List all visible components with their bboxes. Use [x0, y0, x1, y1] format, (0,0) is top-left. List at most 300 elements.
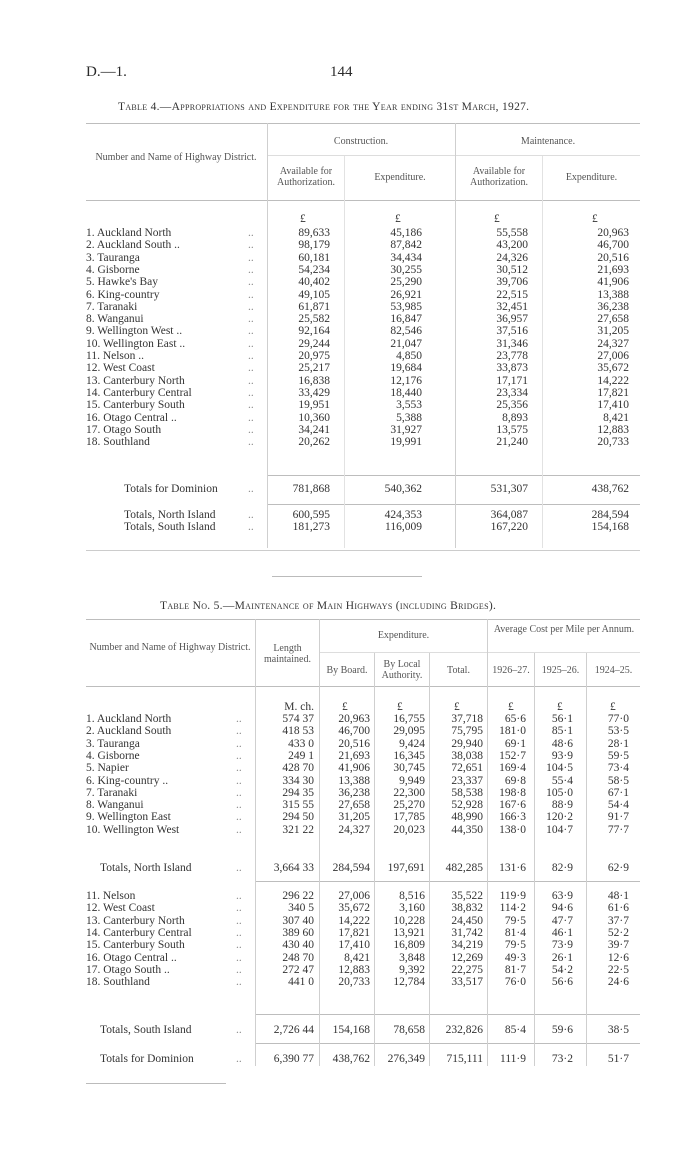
table-row [86, 762, 640, 774]
cell-len: 2,726 44 [273, 1024, 314, 1036]
cell-total: 72,651 [451, 762, 483, 775]
leader-dots: .. [236, 799, 242, 812]
cell-c_avail: 49,105 [298, 288, 330, 301]
table4-header-construction: Construction. [333, 136, 389, 147]
cell-m_exp: 8,421 [603, 411, 629, 424]
cell-local: 20,023 [393, 823, 425, 836]
cell-local: 9,424 [399, 737, 425, 750]
cell-c_exp: 31,927 [390, 423, 422, 436]
cell-board: 36,238 [338, 786, 370, 799]
cell-c_exp: 30,255 [390, 263, 422, 276]
cell-y3: 37·7 [607, 914, 629, 927]
cell-total: 33,517 [451, 976, 483, 989]
cell-m_exp: 154,168 [591, 521, 629, 533]
cell-local: 78,658 [393, 1024, 425, 1036]
cell-c_exp: 53,985 [390, 300, 422, 313]
cell-y2: 105·0 [546, 786, 573, 799]
cell-c_avail: 34,241 [298, 423, 330, 436]
cell-board: 154,168 [332, 1024, 370, 1036]
cell-board: 13,388 [338, 774, 370, 787]
leader-dots: .. [248, 436, 254, 449]
cell-y2: 59·6 [551, 1024, 573, 1036]
district-name: 5. Hawke's Bay [86, 276, 159, 289]
leader-dots: .. [236, 902, 242, 915]
leader-dots: .. [236, 749, 242, 762]
cell-m_avail: 21,240 [496, 436, 528, 449]
district-name: 10. Wellington East .. [86, 337, 186, 350]
currency-symbol: £ [454, 701, 460, 713]
cell-m_exp: 17,410 [597, 399, 629, 412]
leader-dots: .. [248, 521, 254, 533]
currency-symbol: £ [557, 701, 563, 713]
table-row [86, 964, 640, 976]
table-row [86, 325, 640, 337]
cell-total: 31,742 [451, 926, 483, 939]
cell-len: 249 1 [288, 749, 314, 762]
cell-len: 340 5 [288, 902, 314, 915]
table-row [86, 313, 640, 325]
cell-m_avail: 23,778 [496, 350, 528, 362]
cell-y2: 73·9 [551, 939, 573, 952]
district-name: 17. Otago South .. [86, 963, 170, 976]
cell-y3: 67·1 [607, 786, 629, 799]
district-name: 6. King-country .. [86, 774, 169, 787]
totals-label: Totals, South Island [124, 521, 216, 533]
leader-dots: .. [248, 362, 254, 375]
table5-header-total: Total. [447, 665, 470, 676]
district-name: 4. Gisborne [86, 749, 140, 762]
cell-len: 389 60 [282, 926, 314, 939]
cell-board: 20,733 [338, 976, 370, 989]
cell-m_avail: 167,220 [490, 521, 528, 533]
cell-m_avail: 25,356 [496, 399, 528, 412]
table-row [86, 750, 640, 762]
cell-y1: 119·9 [499, 890, 526, 902]
table-row [86, 350, 640, 362]
leader-dots: .. [248, 276, 254, 289]
cell-y2: 93·9 [551, 749, 573, 762]
district-name: 17. Otago South [86, 423, 162, 436]
totals-label: Totals for Dominion [124, 483, 218, 495]
totals-row [86, 1024, 640, 1036]
cell-m_avail: 43,200 [496, 239, 528, 252]
cell-board: 14,222 [338, 914, 370, 927]
cell-len: 430 40 [282, 939, 314, 952]
district-name: 6. King-country [86, 288, 160, 301]
currency-symbol: £ [610, 701, 616, 713]
cell-y2: 63·9 [551, 890, 573, 902]
cell-len: 334 30 [282, 774, 314, 787]
leader-dots: .. [248, 337, 254, 350]
leader-dots: .. [248, 399, 254, 412]
cell-total: 38,832 [451, 902, 483, 915]
cell-board: 20,516 [338, 737, 370, 750]
leader-dots: .. [236, 1024, 242, 1036]
cell-c_exp: 45,186 [390, 227, 422, 239]
cell-local: 9,392 [399, 963, 425, 976]
table5-header-avg-cost: Average Cost per Mile per Annum. [493, 624, 635, 635]
cell-total: 37,718 [451, 713, 483, 725]
cell-m_exp: 36,238 [597, 300, 629, 313]
table-row [86, 713, 640, 725]
cell-y1: 181·0 [499, 725, 526, 738]
cell-y2: 73·2 [551, 1053, 573, 1065]
table-row [86, 725, 640, 737]
cell-y1: 69·8 [504, 774, 526, 787]
leader-dots: .. [248, 325, 254, 338]
cell-board: 12,883 [338, 963, 370, 976]
district-name: 8. Wanganui [86, 313, 144, 326]
table-row [86, 976, 640, 988]
cell-len: 248 70 [282, 951, 314, 964]
cell-local: 16,755 [393, 713, 425, 725]
district-name: 11. Nelson .. [86, 350, 145, 362]
cell-total: 75,795 [451, 725, 483, 738]
cell-c_exp: 4,850 [396, 350, 422, 362]
cell-m_exp: 35,672 [597, 362, 629, 375]
totals-label: Totals, North Island [100, 862, 192, 874]
district-name: 13. Canterbury North [86, 374, 185, 387]
cell-c_avail: 61,871 [298, 300, 330, 313]
district-name: 4. Gisborne [86, 263, 140, 276]
cell-y3: 62·9 [607, 862, 629, 874]
cell-y3: 22·5 [607, 963, 629, 976]
cell-total: 24,450 [451, 914, 483, 927]
cell-board: 20,963 [338, 713, 370, 725]
cell-y1: 111·9 [500, 1053, 526, 1065]
table5-header-by-board: By Board. [326, 665, 368, 676]
cell-c_exp: 26,921 [390, 288, 422, 301]
cell-y2: 85·1 [551, 725, 573, 738]
table4-header-c-available: Available for Authorization. [276, 166, 336, 188]
leader-dots: .. [236, 737, 242, 750]
district-name: 8. Wanganui [86, 799, 144, 812]
cell-m_avail: 13,575 [496, 423, 528, 436]
leader-dots: .. [236, 725, 242, 738]
leader-dots: .. [236, 926, 242, 939]
cell-board: 24,327 [338, 823, 370, 836]
leader-dots: .. [248, 386, 254, 399]
cell-y3: 24·6 [607, 976, 629, 989]
cell-c_exp: 25,290 [390, 276, 422, 289]
district-name: 16. Otago Central .. [86, 951, 177, 964]
leader-dots: .. [236, 963, 242, 976]
leader-dots: .. [248, 350, 254, 362]
leader-dots: .. [236, 862, 242, 874]
cell-len: 441 0 [288, 976, 314, 989]
district-name: 2. Auckland South [86, 725, 172, 738]
table-row [86, 301, 640, 313]
cell-y3: 51·7 [607, 1053, 629, 1065]
leader-dots: .. [248, 483, 254, 495]
cell-y1: 65·6 [504, 713, 526, 725]
table-row [86, 387, 640, 399]
cell-y1: 79·5 [504, 939, 526, 952]
cell-total: 22,275 [451, 963, 483, 976]
cell-c_exp: 19,991 [390, 436, 422, 449]
cell-total: 48,990 [451, 811, 483, 824]
table-row [86, 338, 640, 350]
leader-dots: .. [248, 411, 254, 424]
totals-row [86, 509, 640, 521]
district-name: 9. Wellington East [86, 811, 171, 824]
district-name: 14. Canterbury Central [86, 926, 192, 939]
cell-y1: 131·6 [499, 862, 526, 874]
totals-label: Totals for Dominion [100, 1053, 194, 1065]
cell-c_exp: 18,440 [390, 386, 422, 399]
cell-y2: 88·9 [551, 799, 573, 812]
cell-c_exp: 19,684 [390, 362, 422, 375]
cell-m_exp: 284,594 [591, 509, 629, 521]
cell-len: 294 35 [282, 786, 314, 799]
page-number: 144 [330, 64, 353, 80]
leader-dots: .. [248, 313, 254, 326]
cell-c_exp: 540,362 [384, 483, 422, 495]
leader-dots: .. [236, 713, 242, 725]
cell-y3: 77·0 [607, 713, 629, 725]
table4-header-district: Number and Name of Highway District. [95, 152, 257, 163]
district-name: 7. Taranaki [86, 300, 138, 313]
cell-c_exp: 34,434 [390, 251, 422, 264]
table-row [86, 264, 640, 276]
table5-header-1925-26: 1925–26. [541, 665, 580, 676]
cell-c_avail: 19,951 [298, 399, 330, 412]
cell-y2: 48·6 [551, 737, 573, 750]
cell-len: 321 22 [282, 823, 314, 836]
cell-m_avail: 24,326 [496, 251, 528, 264]
cell-m_avail: 37,516 [496, 325, 528, 338]
cell-c_avail: 60,181 [298, 251, 330, 264]
document-reference: D.—1. [86, 64, 127, 80]
cell-c_exp: 21,047 [390, 337, 422, 350]
currency-symbol: £ [342, 701, 348, 713]
cell-m_avail: 31,346 [496, 337, 528, 350]
table-row [86, 787, 640, 799]
totals-row [86, 483, 640, 495]
cell-y1: 85·4 [504, 1024, 526, 1036]
table-row [86, 915, 640, 927]
cell-len: 428 70 [282, 762, 314, 775]
cell-y2: 55·4 [551, 774, 573, 787]
table-row [86, 276, 640, 288]
cell-local: 276,349 [387, 1053, 425, 1065]
leader-dots: .. [248, 263, 254, 276]
cell-local: 30,745 [393, 762, 425, 775]
cell-c_exp: 82,546 [390, 325, 422, 338]
district-name: 18. Southland [86, 436, 150, 449]
cell-y3: 73·4 [607, 762, 629, 775]
cell-c_avail: 20,262 [298, 436, 330, 449]
district-name: 15. Canterbury South [86, 939, 185, 952]
table4-header-maintenance: Maintenance. [520, 136, 576, 147]
cell-board: 27,658 [338, 799, 370, 812]
cell-board: 438,762 [332, 1053, 370, 1065]
cell-m_exp: 20,733 [597, 436, 629, 449]
cell-m_avail: 17,171 [496, 374, 528, 387]
cell-y3: 54·4 [607, 799, 629, 812]
cell-y1: 138·0 [499, 823, 526, 836]
cell-y1: 49·3 [504, 951, 526, 964]
cell-len: 296 22 [282, 890, 314, 902]
cell-y1: 166·3 [499, 811, 526, 824]
table4-header-c-expenditure: Expenditure. [374, 172, 426, 183]
cell-board: 17,410 [338, 939, 370, 952]
length-unit: M. ch. [284, 701, 314, 713]
table-row [86, 362, 640, 374]
currency-symbol: £ [508, 701, 514, 713]
cell-local: 197,691 [387, 862, 425, 874]
cell-y2: 94·6 [551, 902, 573, 915]
cell-c_exp: 5,388 [396, 411, 422, 424]
cell-c_exp: 3,553 [396, 399, 422, 412]
cell-y1: 76·0 [504, 976, 526, 989]
totals-row [86, 862, 640, 874]
cell-c_avail: 89,633 [298, 227, 330, 239]
cell-c_exp: 12,176 [390, 374, 422, 387]
cell-total: 38,038 [451, 749, 483, 762]
cell-local: 9,949 [399, 774, 425, 787]
cell-m_avail: 531,307 [490, 483, 528, 495]
cell-y3: 77·7 [607, 823, 629, 836]
cell-len: 294 50 [282, 811, 314, 824]
table-row [86, 436, 640, 448]
cell-m_exp: 13,388 [597, 288, 629, 301]
cell-m_exp: 21,693 [597, 263, 629, 276]
cell-local: 13,921 [393, 926, 425, 939]
cell-local: 12,784 [393, 976, 425, 989]
cell-c_exp: 16,847 [390, 313, 422, 326]
cell-m_avail: 22,515 [496, 288, 528, 301]
cell-y3: 91·7 [607, 811, 629, 824]
table5-header-by-local: By Local Authority. [381, 659, 423, 681]
district-name: 1. Auckland North [86, 227, 172, 239]
cell-m_avail: 30,512 [496, 263, 528, 276]
cell-len: 3,664 33 [273, 862, 314, 874]
cell-board: 8,421 [344, 951, 370, 964]
cell-c_avail: 40,402 [298, 276, 330, 289]
cell-local: 29,095 [393, 725, 425, 738]
table5-header-length: Length maintained. [264, 643, 311, 665]
cell-y2: 47·7 [551, 914, 573, 927]
table-row [86, 799, 640, 811]
cell-c_avail: 20,975 [298, 350, 330, 362]
cell-y3: 39·7 [607, 939, 629, 952]
cell-total: 23,337 [451, 774, 483, 787]
cell-y3: 61·6 [607, 902, 629, 915]
cell-y3: 59·5 [607, 749, 629, 762]
cell-y1: 69·1 [504, 737, 526, 750]
cell-total: 232,826 [445, 1024, 483, 1036]
table4-header-m-expenditure: Expenditure. [565, 172, 618, 183]
totals-label: Totals, South Island [100, 1024, 192, 1036]
table-row [86, 375, 640, 387]
cell-m_avail: 23,334 [496, 386, 528, 399]
cell-total: 58,538 [451, 786, 483, 799]
leader-dots: .. [236, 914, 242, 927]
cell-y1: 198·8 [499, 786, 526, 799]
leader-dots: .. [248, 227, 254, 239]
cell-board: 41,906 [338, 762, 370, 775]
cell-y1: 169·4 [499, 762, 526, 775]
cell-len: 6,390 77 [273, 1053, 314, 1065]
cell-m_exp: 46,700 [597, 239, 629, 252]
cell-y1: 167·6 [499, 799, 526, 812]
district-name: 2. Auckland South .. [86, 239, 180, 252]
cell-board: 46,700 [338, 725, 370, 738]
table-row [86, 252, 640, 264]
cell-y1: 79·5 [504, 914, 526, 927]
table4-header-m-available: Available for Authorization. [469, 166, 529, 188]
cell-y3: 12·6 [607, 951, 629, 964]
leader-dots: .. [248, 239, 254, 252]
cell-m_exp: 24,327 [597, 337, 629, 350]
cell-c_avail: 54,234 [298, 263, 330, 276]
table5-header-district: Number and Name of Highway District. [89, 642, 251, 653]
cell-local: 3,160 [399, 902, 425, 915]
cell-y2: 104·5 [546, 762, 573, 775]
district-name: 7. Taranaki [86, 786, 138, 799]
district-name: 11. Nelson [86, 890, 136, 902]
cell-local: 10,228 [393, 914, 425, 927]
cell-m_avail: 36,957 [496, 313, 528, 326]
table-row [86, 775, 640, 787]
cell-board: 27,006 [338, 890, 370, 902]
table-row [86, 890, 640, 902]
cell-len: 315 55 [282, 799, 314, 812]
table5-header-1926-27: 1926–27. [492, 665, 530, 676]
cell-c_avail: 92,164 [298, 325, 330, 338]
cell-local: 8,516 [399, 890, 425, 902]
cell-m_avail: 32,451 [496, 300, 528, 313]
cell-local: 16,345 [393, 749, 425, 762]
cell-y3: 48·1 [607, 890, 629, 902]
table-row [86, 902, 640, 914]
cell-len: 307 40 [282, 914, 314, 927]
leader-dots: .. [236, 951, 242, 964]
cell-m_exp: 14,222 [597, 374, 629, 387]
cell-y2: 56·6 [551, 976, 573, 989]
table-row [86, 289, 640, 301]
cell-c_exp: 424,353 [384, 509, 422, 521]
cell-y2: 54·2 [551, 963, 573, 976]
district-name: 14. Canterbury Central [86, 386, 192, 399]
cell-c_avail: 33,429 [298, 386, 330, 399]
cell-y2: 104·7 [546, 823, 573, 836]
currency-symbol: £ [300, 213, 306, 225]
table-row [86, 227, 640, 239]
cell-m_avail: 55,558 [496, 227, 528, 239]
cell-m_exp: 17,821 [597, 386, 629, 399]
cell-total: 482,285 [445, 862, 483, 874]
cell-m_exp: 438,762 [591, 483, 629, 495]
cell-m_exp: 20,516 [597, 251, 629, 264]
district-name: 12. West Coast [86, 902, 155, 915]
table-row [86, 424, 640, 436]
cell-y3: 58·5 [607, 774, 629, 787]
cell-local: 22,300 [393, 786, 425, 799]
cell-c_avail: 181,273 [292, 521, 330, 533]
cell-y3: 53·5 [607, 725, 629, 738]
leader-dots: .. [248, 509, 254, 521]
cell-y1: 81·7 [504, 963, 526, 976]
district-name: 13. Canterbury North [86, 914, 185, 927]
leader-dots: .. [248, 251, 254, 264]
currency-symbol: £ [397, 701, 403, 713]
cell-c_avail: 25,217 [298, 362, 330, 375]
cell-board: 35,672 [338, 902, 370, 915]
cell-c_avail: 29,244 [298, 337, 330, 350]
table-row [86, 399, 640, 411]
